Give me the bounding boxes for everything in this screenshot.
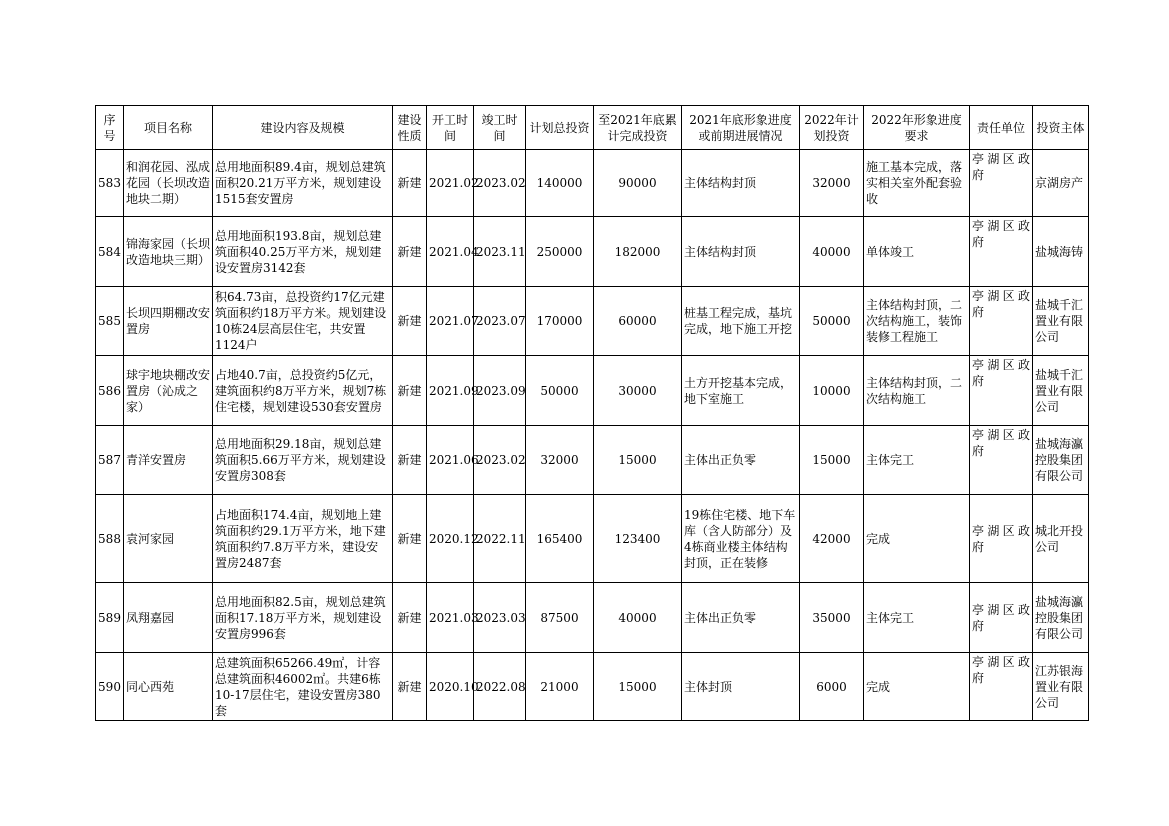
cell-plan-2022: 35000 [800,583,864,653]
cell-done-2021: 40000 [594,583,682,653]
cell-end: 2022.11 [474,495,526,583]
cell-start: 2020.10 [427,653,474,721]
cell-investor: 盐城海瀛控股集团有限公司 [1033,426,1089,495]
cell-plan-2022: 50000 [800,287,864,356]
cell-name: 同心西苑 [124,653,213,721]
cell-investor: 京湖房产 [1033,150,1089,217]
cell-content: 占地40.7亩，总投资约5亿元，建筑面积约8万平方米，规划7栋住宅楼，规划建设530套安置房 [213,356,393,426]
cell-name: 凤翔嘉园 [124,583,213,653]
cell-name: 锦海家园（长坝改造地块三期） [124,217,213,287]
cell-progress-2021: 主体出正负零 [682,426,800,495]
cell-investor: 盐城千汇置业有限公司 [1033,287,1089,356]
cell-nature: 新建 [393,287,427,356]
cell-target-2022: 完成 [864,653,970,721]
cell-start: 2021.03 [427,583,474,653]
cell-content: 总建筑面积65266.49㎡，计容总建筑面积46002㎡。共建6栋10-17层住宅，建设安置房380套 [213,653,393,721]
cell-unit: 亭湖区政府 [970,217,1033,287]
cell-plan-2022: 32000 [800,150,864,217]
cell-content: 总用地面积89.4亩，规划总建筑面积20.21万平方米，规划建设1515套安置房 [213,150,393,217]
cell-plan-2022: 40000 [800,217,864,287]
cell-target-2022: 完成 [864,495,970,583]
cell-done-2021: 15000 [594,426,682,495]
cell-start: 2021.04 [427,217,474,287]
cell-end: 2023.03 [474,583,526,653]
table-row [96,426,1089,495]
header-plan-total: 计划总投资 [526,106,594,150]
cell-seq: 586 [96,356,124,426]
cell-progress-2021: 主体结构封顶 [682,150,800,217]
cell-done-2021: 30000 [594,356,682,426]
header-investor: 投资主体 [1033,106,1089,150]
header-name: 项目名称 [124,106,213,150]
cell-seq: 585 [96,287,124,356]
header-nature: 建设性质 [393,106,427,150]
cell-unit: 亭湖区政府 [970,356,1033,426]
cell-start: 2021.06 [427,426,474,495]
cell-end: 2023.07 [474,287,526,356]
header-target-2022: 2022年形象进度要求 [864,106,970,150]
cell-name: 球宇地块棚改安置房（沁成之家） [124,356,213,426]
cell-nature: 新建 [393,653,427,721]
cell-investor: 盐城海瀛控股集团有限公司 [1033,583,1089,653]
cell-plan-2022: 10000 [800,356,864,426]
cell-plan-total: 50000 [526,356,594,426]
table-row [96,150,1089,217]
table-header-row [96,106,1089,150]
cell-end: 2023.02 [474,426,526,495]
cell-end: 2022.08 [474,653,526,721]
cell-target-2022: 主体结构封顶，二次结构施工，装饰装修工程施工 [864,287,970,356]
header-progress-2021: 2021年底形象进度或前期进展情况 [682,106,800,150]
cell-nature: 新建 [393,426,427,495]
header-unit: 责任单位 [970,106,1033,150]
table-row [96,217,1089,287]
cell-name: 袁河家园 [124,495,213,583]
cell-seq: 584 [96,217,124,287]
cell-unit: 亭湖区政府 [970,495,1033,583]
cell-content: 总用地面积193.8亩，规划总建筑面积40.25万平方米，规划建设安置房3142套 [213,217,393,287]
header-seq: 序号 [96,106,124,150]
cell-seq: 589 [96,583,124,653]
cell-done-2021: 182000 [594,217,682,287]
cell-plan-total: 140000 [526,150,594,217]
header-start: 开工时间 [427,106,474,150]
cell-unit: 亭湖区政府 [970,583,1033,653]
cell-plan-total: 87500 [526,583,594,653]
cell-nature: 新建 [393,150,427,217]
cell-content: 总用地面积29.18亩，规划总建筑面积5.66万平方米，规划建设安置房308套 [213,426,393,495]
cell-seq: 588 [96,495,124,583]
cell-nature: 新建 [393,217,427,287]
cell-progress-2021: 19栋住宅楼、地下车库（含人防部分）及4栋商业楼主体结构封顶，正在装修 [682,495,800,583]
cell-progress-2021: 主体结构封顶 [682,217,800,287]
cell-unit: 亭湖区政府 [970,653,1033,721]
cell-end: 2023.11 [474,217,526,287]
table-row [96,495,1089,583]
cell-plan-total: 32000 [526,426,594,495]
header-plan-2022: 2022年计划投资 [800,106,864,150]
cell-start: 2020.12 [427,495,474,583]
cell-unit: 亭湖区政府 [970,287,1033,356]
cell-plan-total: 21000 [526,653,594,721]
cell-seq: 590 [96,653,124,721]
cell-investor: 盐城海铸 [1033,217,1089,287]
cell-plan-total: 170000 [526,287,594,356]
cell-seq: 583 [96,150,124,217]
cell-done-2021: 123400 [594,495,682,583]
cell-investor: 盐城千汇置业有限公司 [1033,356,1089,426]
cell-unit: 亭湖区政府 [970,426,1033,495]
cell-done-2021: 90000 [594,150,682,217]
cell-target-2022: 主体结构封顶，二次结构施工 [864,356,970,426]
header-end: 竣工时间 [474,106,526,150]
cell-content: 占地面积174.4亩，规划地上建筑面积约29.1万平方米，地下建筑面积约7.8万平方米，建设安置房2487套 [213,495,393,583]
cell-plan-2022: 6000 [800,653,864,721]
cell-plan-total: 165400 [526,495,594,583]
cell-seq: 587 [96,426,124,495]
cell-nature: 新建 [393,583,427,653]
cell-nature: 新建 [393,356,427,426]
cell-progress-2021: 土方开挖基本完成，地下室施工 [682,356,800,426]
cell-target-2022: 主体完工 [864,583,970,653]
cell-progress-2021: 主体出正负零 [682,583,800,653]
cell-plan-2022: 42000 [800,495,864,583]
cell-target-2022: 单体竣工 [864,217,970,287]
cell-end: 2023.02 [474,150,526,217]
table-row [96,287,1089,356]
cell-start: 2021.02 [427,150,474,217]
cell-start: 2021.07 [427,287,474,356]
header-done-2021: 至2021年底累计完成投资 [594,106,682,150]
table-row [96,583,1089,653]
cell-progress-2021: 桩基工程完成，基坑完成，地下施工开挖 [682,287,800,356]
table-row [96,653,1089,721]
cell-content: 积64.73亩，总投资约17亿元建筑面积约18万平方米。规划建设10栋24层高层住宅，共安置1124户 [213,287,393,356]
table-row [96,356,1089,426]
header-content: 建设内容及规模 [213,106,393,150]
cell-name: 和润花园、泓成花园（长坝改造地块二期） [124,150,213,217]
cell-nature: 新建 [393,495,427,583]
cell-target-2022: 主体完工 [864,426,970,495]
cell-investor: 城北开投公司 [1033,495,1089,583]
cell-name: 青洋安置房 [124,426,213,495]
cell-done-2021: 15000 [594,653,682,721]
cell-content: 总用地面积82.5亩，规划总建筑面积17.18万平方米，规划建设安置房996套 [213,583,393,653]
cell-plan-total: 250000 [526,217,594,287]
cell-plan-2022: 15000 [800,426,864,495]
cell-start: 2021.09 [427,356,474,426]
project-table [95,105,1089,721]
cell-investor: 江苏银海置业有限公司 [1033,653,1089,721]
cell-done-2021: 60000 [594,287,682,356]
cell-progress-2021: 主体封顶 [682,653,800,721]
cell-name: 长坝四期棚改安置房 [124,287,213,356]
cell-unit: 亭湖区政府 [970,150,1033,217]
cell-target-2022: 施工基本完成，落实相关室外配套验收 [864,150,970,217]
cell-end: 2023.09 [474,356,526,426]
